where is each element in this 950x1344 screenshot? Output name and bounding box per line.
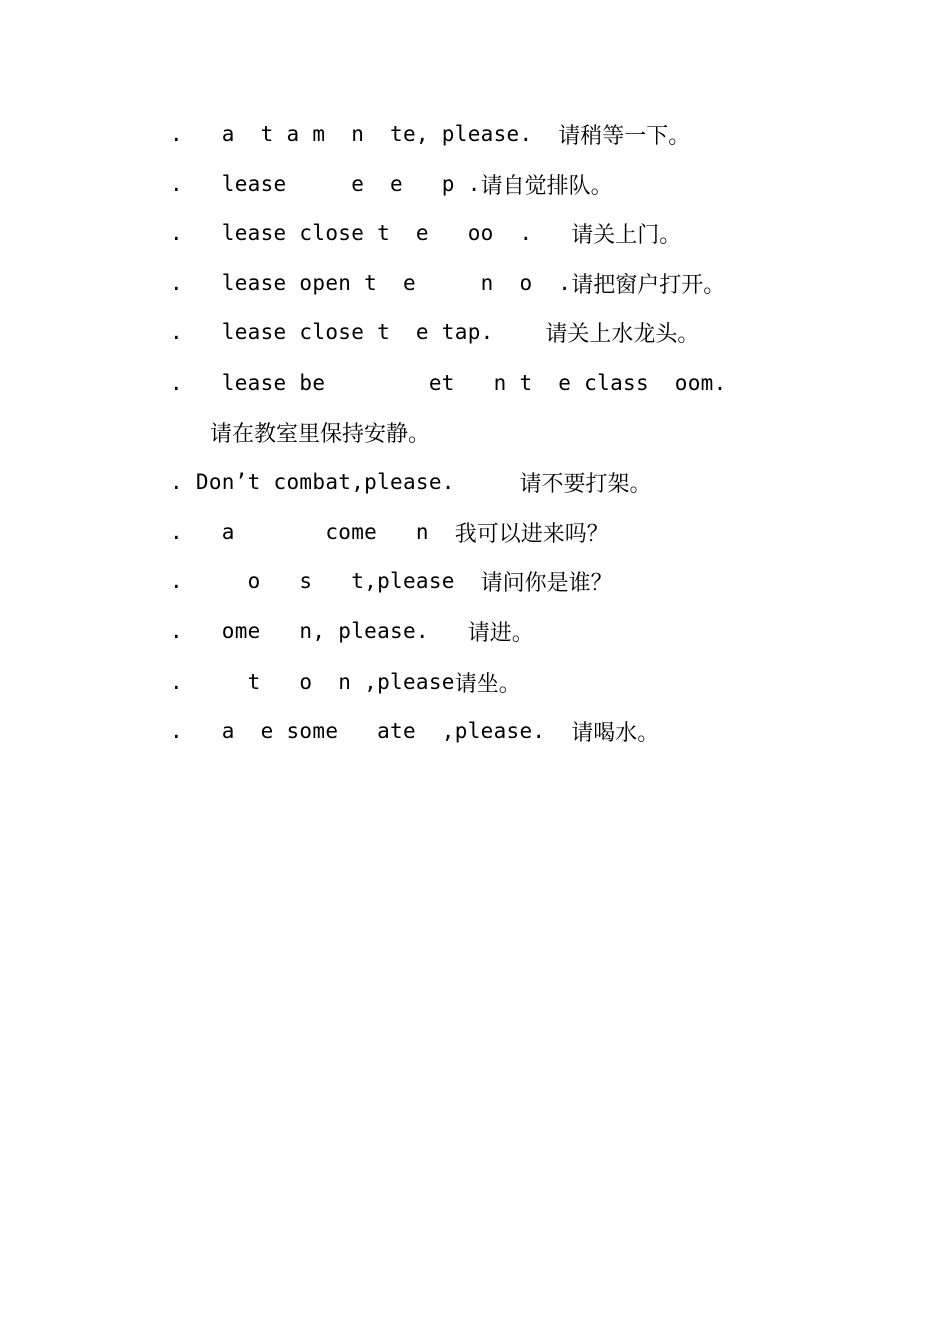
phrase-line-12 [170, 713, 659, 749]
phrase-english: . a come n [170, 520, 455, 544]
phrase-chinese: 请关上门。 [571, 222, 682, 248]
phrase-english: . Don’t combat,please. [170, 470, 520, 494]
phrase-line-2 [170, 166, 613, 202]
phrase-english: . a e some ate ,please. [170, 719, 572, 743]
phrase-line-8 [170, 514, 609, 550]
phrase-line-1 [170, 116, 690, 152]
phrase-line-11 [170, 664, 521, 700]
phrase-chinese: 请关上水龙头。 [545, 321, 700, 347]
phrase-english: . lease e e p . [170, 172, 481, 196]
phrase-english: . lease be et n t e class oom. [170, 371, 727, 395]
phrase-english: . t o n ,please [170, 670, 455, 694]
phrase-line-6 [170, 365, 727, 401]
phrase-line-10 [170, 613, 534, 649]
phrase-line-7 [170, 464, 651, 500]
phrase-chinese: 请在教室里保持安静。 [210, 421, 431, 447]
phrase-chinese: 请喝水。 [571, 720, 660, 746]
phrase-english: . lease open t e n o . [170, 271, 572, 295]
phrase-line-6-continuation [210, 414, 430, 450]
phrase-line-4 [170, 265, 725, 301]
phrase-line-3 [170, 215, 681, 251]
phrase-line-9 [170, 563, 613, 599]
phrase-chinese: 请坐。 [454, 671, 521, 697]
phrase-chinese: 请不要打架。 [519, 471, 652, 497]
phrase-english: . o s t,please [170, 569, 481, 593]
phrase-line-5 [170, 314, 699, 350]
phrase-english: . lease close t e tap. [170, 320, 546, 344]
phrase-chinese: 请自觉排队。 [480, 173, 613, 199]
phrase-english: . lease close t e oo . [170, 221, 572, 245]
phrase-chinese: 请进。 [467, 620, 534, 646]
phrase-chinese: 请问你是谁？ [480, 570, 613, 596]
phrase-chinese: 我可以进来吗？ [454, 521, 609, 547]
phrase-english: . ome n, please. [170, 619, 468, 643]
phrase-chinese: 请把窗户打开。 [571, 272, 726, 298]
phrase-english: . a t a m n te, please. [170, 122, 559, 146]
phrase-chinese: 请稍等一下。 [558, 123, 691, 149]
